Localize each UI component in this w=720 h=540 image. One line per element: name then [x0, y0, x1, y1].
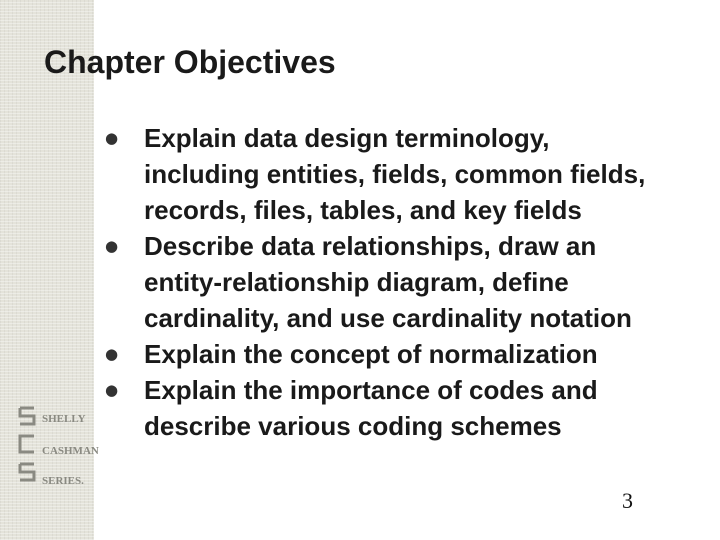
bullet-text: Describe data relationships, draw an entity-relationship diagram, define cardinality, and use cardinality notation	[144, 231, 632, 333]
logo-text-series: SERIES.	[42, 475, 84, 487]
bullet-item	[100, 228, 700, 336]
shelly-cashman-series-logo	[12, 402, 99, 494]
slide-title: Chapter Objectives	[44, 44, 336, 80]
page-number: 3	[622, 488, 633, 513]
bullet-dot-icon: ●	[105, 237, 119, 255]
bullet-dot-icon: ●	[105, 381, 119, 399]
logo-text-shelly: SHELLY	[42, 413, 86, 425]
bullet-item	[100, 120, 700, 228]
bullet-item	[100, 372, 700, 444]
bullet-text: Explain the concept of normalization	[144, 339, 598, 369]
bullet-text: Explain data design terminology, including entities, fields, common fields, records, files, tables, and key fields	[144, 123, 646, 225]
objectives-list	[100, 120, 700, 444]
bullet-item	[100, 336, 700, 372]
logo-text-cashman: CASHMAN	[42, 445, 99, 457]
bullet-dot-icon: ●	[105, 129, 119, 147]
bullet-dot-icon: ●	[105, 345, 119, 363]
bullet-text: Explain the importance of codes and describe various coding schemes	[144, 375, 598, 441]
